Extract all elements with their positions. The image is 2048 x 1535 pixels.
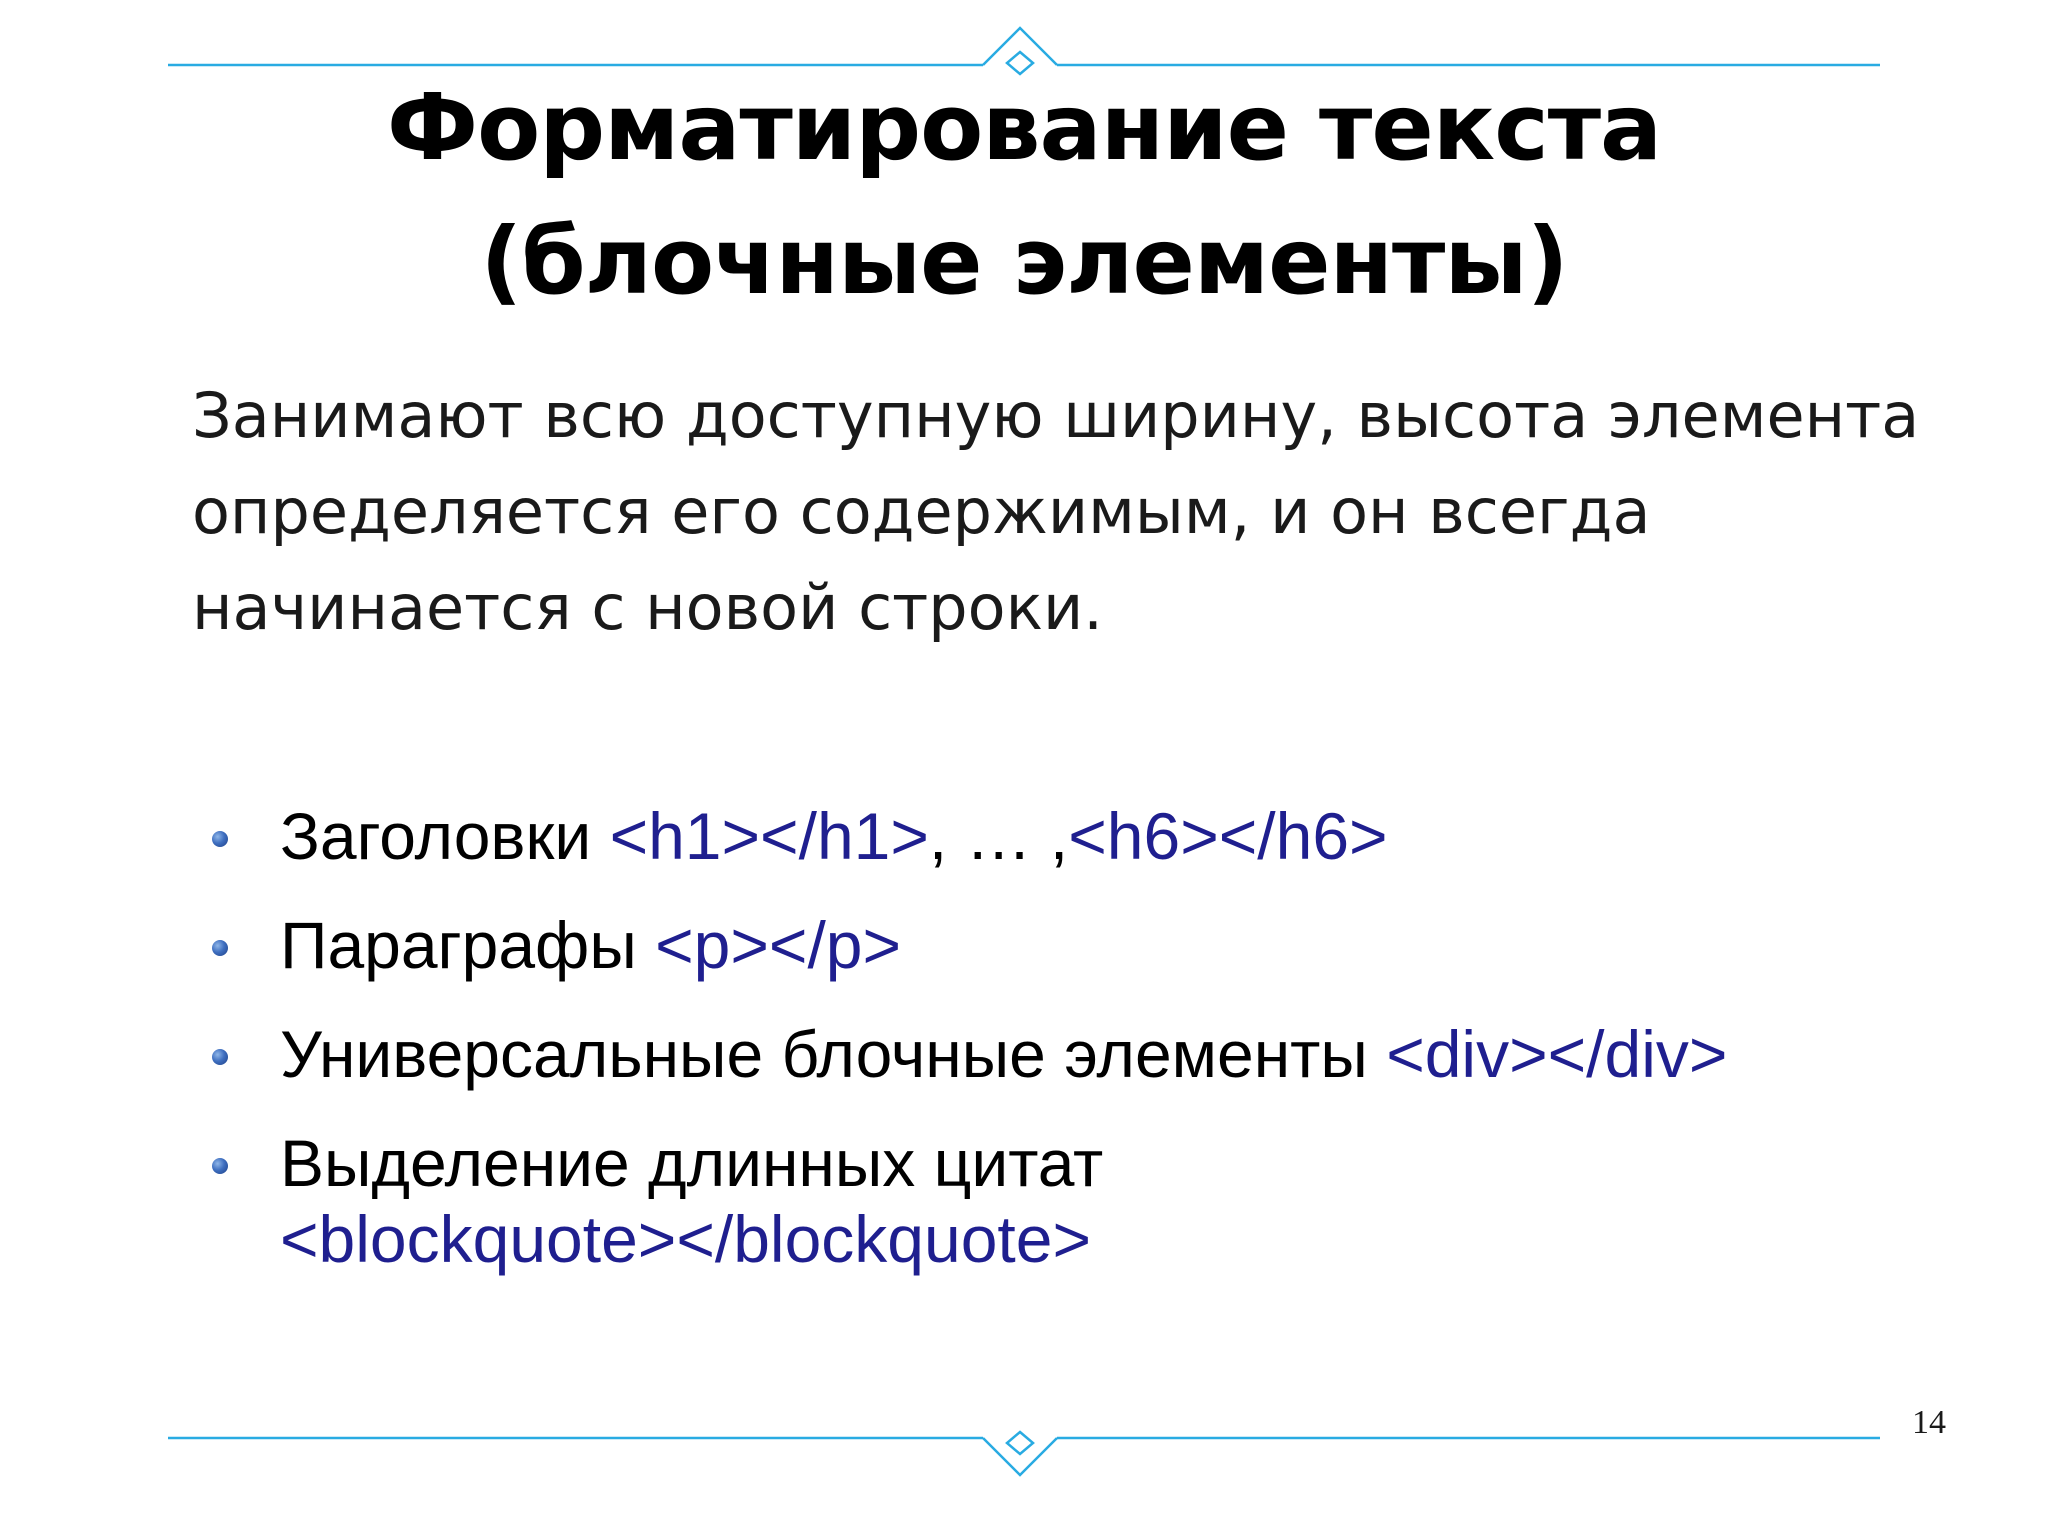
diamond-icon [1007,1432,1033,1454]
code-tag: <div></div> [1386,1017,1728,1091]
bullet-list [208,798,2008,1310]
bullet-line [280,798,2008,874]
code-tag: <p></p> [655,908,902,982]
page-number: 14 [1912,1404,1946,1441]
code-tag: <blockquote></blockquote> [280,1202,1091,1276]
bullet-item-paragraphs [208,907,2008,983]
bullet-line [280,907,2008,983]
bullet-icon [212,1049,228,1065]
bullet-text: Параграфы [280,908,656,982]
bullet-text: Заголовки [280,799,610,873]
bullet-item-headings [208,798,2008,874]
bullet-icon [212,1158,228,1174]
code-tag: <h1></h1> [609,799,929,873]
intro-line: Занимают всю доступную ширину, высота элемента [192,379,1920,452]
bullet-icon [212,940,228,956]
bullet-item-blockquote [208,1125,2008,1277]
code-tag: <h6></h6> [1068,799,1388,873]
intro-line: определяется его содержимым, и он всегда [192,475,1651,548]
intro-line: начинается с новой строки. [192,571,1104,644]
bullet-text: , … , [928,799,1069,873]
bullet-line: Выделение длинных цитат [280,1126,1104,1200]
bullet-icon [212,831,228,847]
diamond-icon [1007,52,1033,74]
intro-paragraph [192,368,1920,656]
bullet-line [280,1016,2008,1092]
slide-title-line-1: Форматирование текста [386,74,1662,181]
slide-title-line-2: (блочные элементы) [480,208,1568,315]
bottom-divider [0,1408,2048,1488]
bullet-item-div [208,1016,2008,1092]
bullet-text: Универсальные блочные элементы [280,1017,1387,1091]
